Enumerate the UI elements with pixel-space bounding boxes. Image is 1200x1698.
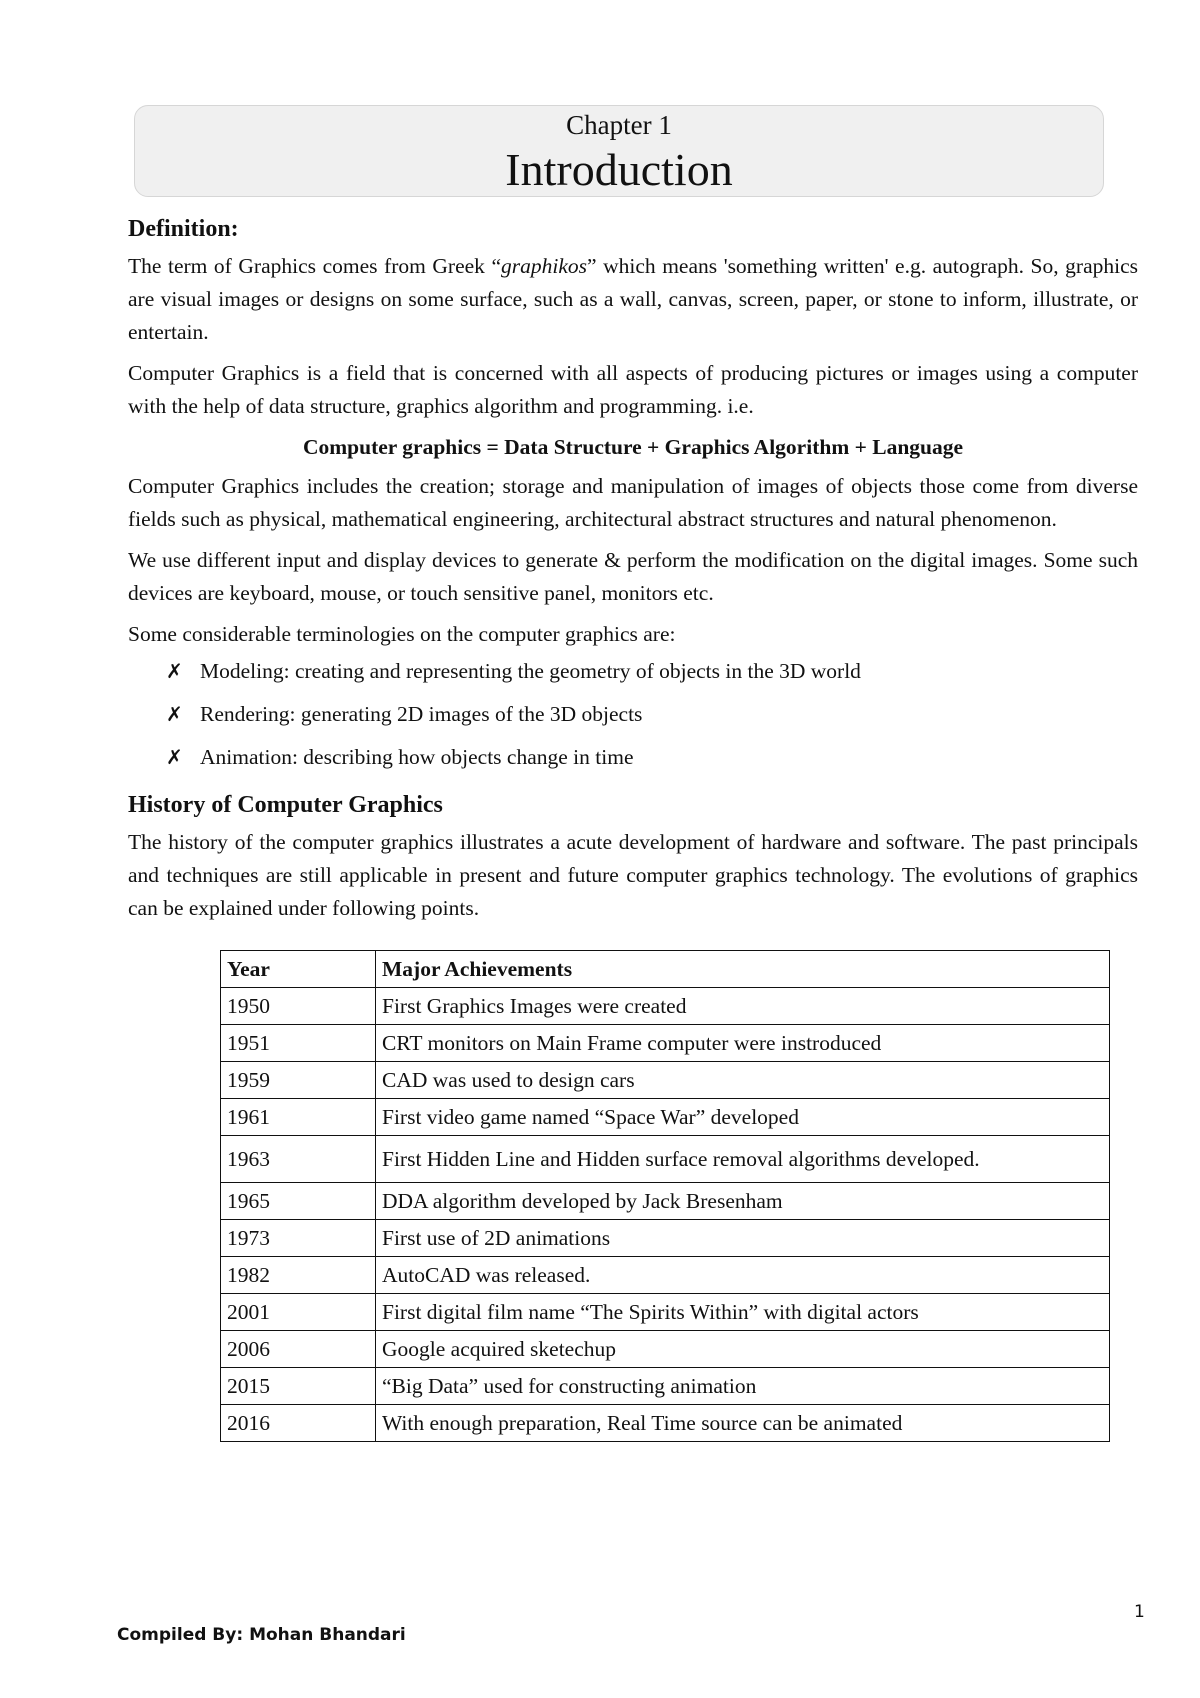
list-item (128, 655, 1138, 698)
table-row (221, 1257, 1110, 1294)
history-heading: History of Computer Graphics (128, 792, 443, 818)
definition-paragraph-3: Computer Graphics includes the creation; storage and manipulation of images of objects those come from diverse fields such as physical, mathematical engineering, architectural abstract structures and natural phenomenon. (128, 474, 1138, 531)
year-cell: 1961 (221, 1099, 376, 1136)
definition-heading: Definition: (128, 216, 239, 242)
achievement-cell: First Hidden Line and Hidden surface removal algorithms developed. (376, 1136, 1110, 1183)
cross-bullet-icon: ✗ (166, 659, 183, 683)
definition-paragraph-1 (128, 250, 1138, 349)
year-cell: 2006 (221, 1331, 376, 1368)
year-cell: 1963 (221, 1136, 376, 1183)
year-cell: 1950 (221, 988, 376, 1025)
achievement-cell: DDA algorithm developed by Jack Bresenham (376, 1183, 1110, 1220)
table-row (221, 1368, 1110, 1405)
table-row (221, 1294, 1110, 1331)
year-cell: 1973 (221, 1220, 376, 1257)
table-row (221, 1405, 1110, 1442)
definition-p1-italic: graphikos (501, 254, 588, 278)
year-cell: 1951 (221, 1025, 376, 1062)
year-cell: 2015 (221, 1368, 376, 1405)
year-cell: 1959 (221, 1062, 376, 1099)
achievement-cell: “Big Data” used for constructing animation (376, 1368, 1110, 1405)
table-row (221, 1220, 1110, 1257)
achievement-cell: First Graphics Images were created (376, 988, 1110, 1025)
page-number: 1 (1134, 1602, 1145, 1622)
table-row (221, 988, 1110, 1025)
achievement-cell: CRT monitors on Main Frame computer were instroduced (376, 1025, 1110, 1062)
achievement-cell: AutoCAD was released. (376, 1257, 1110, 1294)
table-row (221, 1062, 1110, 1099)
achievement-cell: First use of 2D animations (376, 1220, 1110, 1257)
history-table (220, 950, 1110, 1442)
table-header-row (221, 951, 1110, 988)
table-header-year: Year (221, 951, 376, 988)
definition-p1-after: ” which means 'something written' e.g. autograph. So, graphics are visual images or designs on some surface, such as a wall, canvas, screen, paper, or stone to inform, illustrate, or entertain. (128, 254, 1138, 344)
definition-paragraph-5: Some considerable terminologies on the computer graphics are: (128, 622, 676, 646)
achievement-cell: First video game named “Space War” developed (376, 1099, 1110, 1136)
table-header-achievements: Major Achievements (376, 951, 1110, 988)
chapter-label: Chapter 1 (566, 110, 672, 140)
achievement-cell: Google acquired sketechup (376, 1331, 1110, 1368)
achievement-cell: CAD was used to design cars (376, 1062, 1110, 1099)
definition-p1-before: The term of Graphics comes from Greek “ (128, 254, 502, 278)
graphics-formula: Computer graphics = Data Structure + Graphics Algorithm + Language (302, 435, 964, 459)
term-text: Modeling: creating and representing the geometry of objects in the 3D world (200, 659, 861, 683)
chapter-title: Introduction (505, 144, 733, 195)
table-row (221, 1136, 1110, 1183)
year-cell: 1982 (221, 1257, 376, 1294)
footer-compiled-by: Compiled By: Mohan Bhandari (117, 1625, 406, 1645)
chapter-header-box (134, 105, 1104, 197)
definition-paragraph-4: We use different input and display devices to generate & perform the modification on the digital images. Some such devices are keyboard, mouse, or touch sensitive panel, monitors etc. (128, 548, 1138, 605)
year-cell: 2016 (221, 1405, 376, 1442)
cross-bullet-icon: ✗ (166, 745, 183, 769)
achievement-cell: First digital film name “The Spirits Within” with digital actors (376, 1294, 1110, 1331)
table-row (221, 1099, 1110, 1136)
history-intro: The history of the computer graphics illustrates a acute development of hardware and software. The past principals and techniques are still applicable in present and future computer graphics technology. The evolutions of graphics can be explained under following points. (128, 830, 1138, 920)
terminology-list (128, 655, 1138, 784)
achievement-cell: With enough preparation, Real Time source can be animated (376, 1405, 1110, 1442)
list-item (128, 741, 1138, 784)
definition-paragraph-2: Computer Graphics is a field that is concerned with all aspects of producing pictures or images using a computer with the help of data structure, graphics algorithm and programming. i.e. (128, 361, 1138, 418)
table-row (221, 1025, 1110, 1062)
cross-bullet-icon: ✗ (166, 702, 183, 726)
term-text: Animation: describing how objects change in time (200, 745, 634, 769)
term-text: Rendering: generating 2D images of the 3D objects (200, 702, 643, 726)
year-cell: 1965 (221, 1183, 376, 1220)
main-content (128, 214, 1138, 933)
year-cell: 2001 (221, 1294, 376, 1331)
table-row (221, 1331, 1110, 1368)
table-row (221, 1183, 1110, 1220)
list-item (128, 698, 1138, 741)
